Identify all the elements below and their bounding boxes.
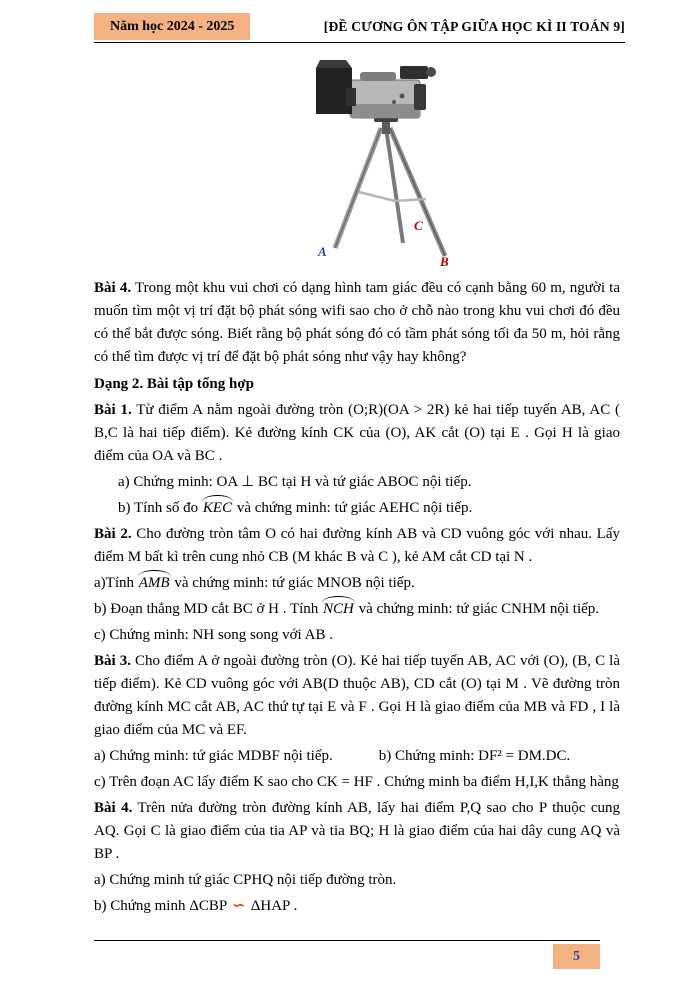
figure-label-a: A <box>318 244 327 259</box>
bai4-circle-item-b-pre: b) Chứng minh ΔCBP <box>94 898 231 914</box>
bai2-item-a <box>94 572 620 595</box>
bai3-items-ab <box>94 745 620 768</box>
bai3-item-a: a) Chứng minh: tứ giác MDBF nội tiếp. <box>94 748 333 764</box>
bai4-circle-item-b <box>94 895 620 918</box>
bai1-item-b <box>94 497 620 520</box>
bai2-item-b-pre: b) Đoạn thẳng MD cắt BC ở H . Tính <box>94 601 323 617</box>
bai3-item-b: b) Chứng minh: DF² = DM.DC. <box>378 748 571 764</box>
bai4-circle-text: Trên nửa đường tròn đường kính AB, lấy hai điểm P,Q sao cho P thuộc cung AQ. Gọi C là giao điểm của tia AP và tia BQ; H là giao điểm của hai dây cung AQ và BP . <box>94 800 620 862</box>
bai4-wifi-text: Trong một khu vui chơi có dạng hình tam giác đều có cạnh bằng 60 m, người ta muốn tìm một vị trí đặt bộ phát sóng wifi sao cho ở chỗ nào trong khu vui chơi đó đều có thể bắt được sóng. Biết rằng bộ phát sóng đó có tầm phát sóng tối đa 50 m, hỏi rằng có thể tìm được vị trí để đặt bộ phát sóng như vậy hay không? <box>94 280 620 365</box>
bai2-text: Cho đường tròn tâm O có hai đường kính AB và CD vuông góc với nhau. Lấy điểm M bất kì trên cung nhỏ CB (M khác B và C ), kẻ AM cắt CD tại N . <box>94 526 620 565</box>
bai1-label: Bài 1. <box>94 402 132 418</box>
bai3-label: Bài 3. <box>94 653 131 669</box>
bai1-item-b-post: và chứng minh: tứ giác AEHC nội tiếp. <box>233 500 473 516</box>
bai4-wifi-label: Bài 4. <box>94 280 132 296</box>
document-title: [ĐỀ CƯƠNG ÔN TẬP GIỮA HỌC KÌ II TOÁN 9] <box>323 18 625 34</box>
page-header <box>94 13 625 40</box>
camera-tripod-illustration <box>302 60 472 270</box>
header-divider <box>94 42 625 43</box>
page-number: 5 <box>553 944 600 969</box>
arc-NCH: NCH <box>322 598 355 621</box>
figure-label-c: C <box>414 218 423 233</box>
bai3-item-c: c) Trên đoạn AC lấy điểm K sao cho CK = HF . Chứng minh ba điểm H,I,K thẳng hàng <box>94 774 619 790</box>
bai4-circle-item-a: a) Chứng minh tứ giác CPHQ nội tiếp đường tròn. <box>94 872 397 888</box>
footer-divider <box>94 940 600 941</box>
paragraph-bai2 <box>94 523 620 569</box>
bai1-text: Từ điểm A nằm ngoài đường tròn (O;R)(OA > 2R) kẻ hai tiếp tuyến AB, AC ( B,C là hai tiếp điểm). Kẻ đường kính CK của (O), AK cắt (O) tại E . Gọi H là giao điểm của OA và BC . <box>94 402 620 464</box>
bai3-text: Cho điểm A ở ngoài đường tròn (O). Kẻ hai tiếp tuyến AB, AC với (O), (B, C là tiếp điểm). Kẻ CD vuông góc với AB(D thuộc AB), CD cắt (O) tại M . Vẽ đường tròn đường kính MC cắt AB, AC thứ tự tại E và F . Gọi H là giao điểm của MB và FD , I là giao điểm của MC và EF. <box>94 653 620 738</box>
bai2-item-b-post: và chứng minh: tứ giác CNHM nội tiếp. <box>354 601 600 617</box>
bai2-label: Bài 2. <box>94 526 132 542</box>
paragraph-bai4-circle <box>94 797 620 866</box>
bai2-item-b <box>94 598 620 621</box>
bai4-circle-label: Bài 4. <box>94 800 133 816</box>
bai2-item-c: c) Chứng minh: NH song song với AB . <box>94 627 333 643</box>
similar-symbol: ∽ <box>232 898 245 914</box>
arc-AMB: AMB <box>138 572 171 595</box>
bai1-item-a: a) Chứng minh: OA ⊥ BC tại H và tứ giác ABOC nội tiếp. <box>118 474 472 490</box>
school-year-badge: Năm học 2024 - 2025 <box>94 13 250 40</box>
arc-KEC: KEC <box>202 497 233 520</box>
section-heading-dang2: Dạng 2. Bài tập tổng hợp <box>94 376 255 392</box>
bai4-circle-item-b-post: ΔHAP . <box>246 898 298 914</box>
paragraph-bai1 <box>94 399 620 468</box>
paragraph-bai3 <box>94 650 620 742</box>
bai2-item-a-pre: a)Tính <box>94 575 138 591</box>
bai2-item-a-post: và chứng minh: tứ giác MNOB nội tiếp. <box>170 575 415 591</box>
document-body <box>94 277 620 921</box>
bai1-item-b-pre: b) Tính số đo <box>118 500 202 516</box>
figure-label-b: B <box>440 254 449 269</box>
paragraph-bai4-wifi <box>94 277 620 369</box>
camera-tripod-figure <box>302 60 472 272</box>
